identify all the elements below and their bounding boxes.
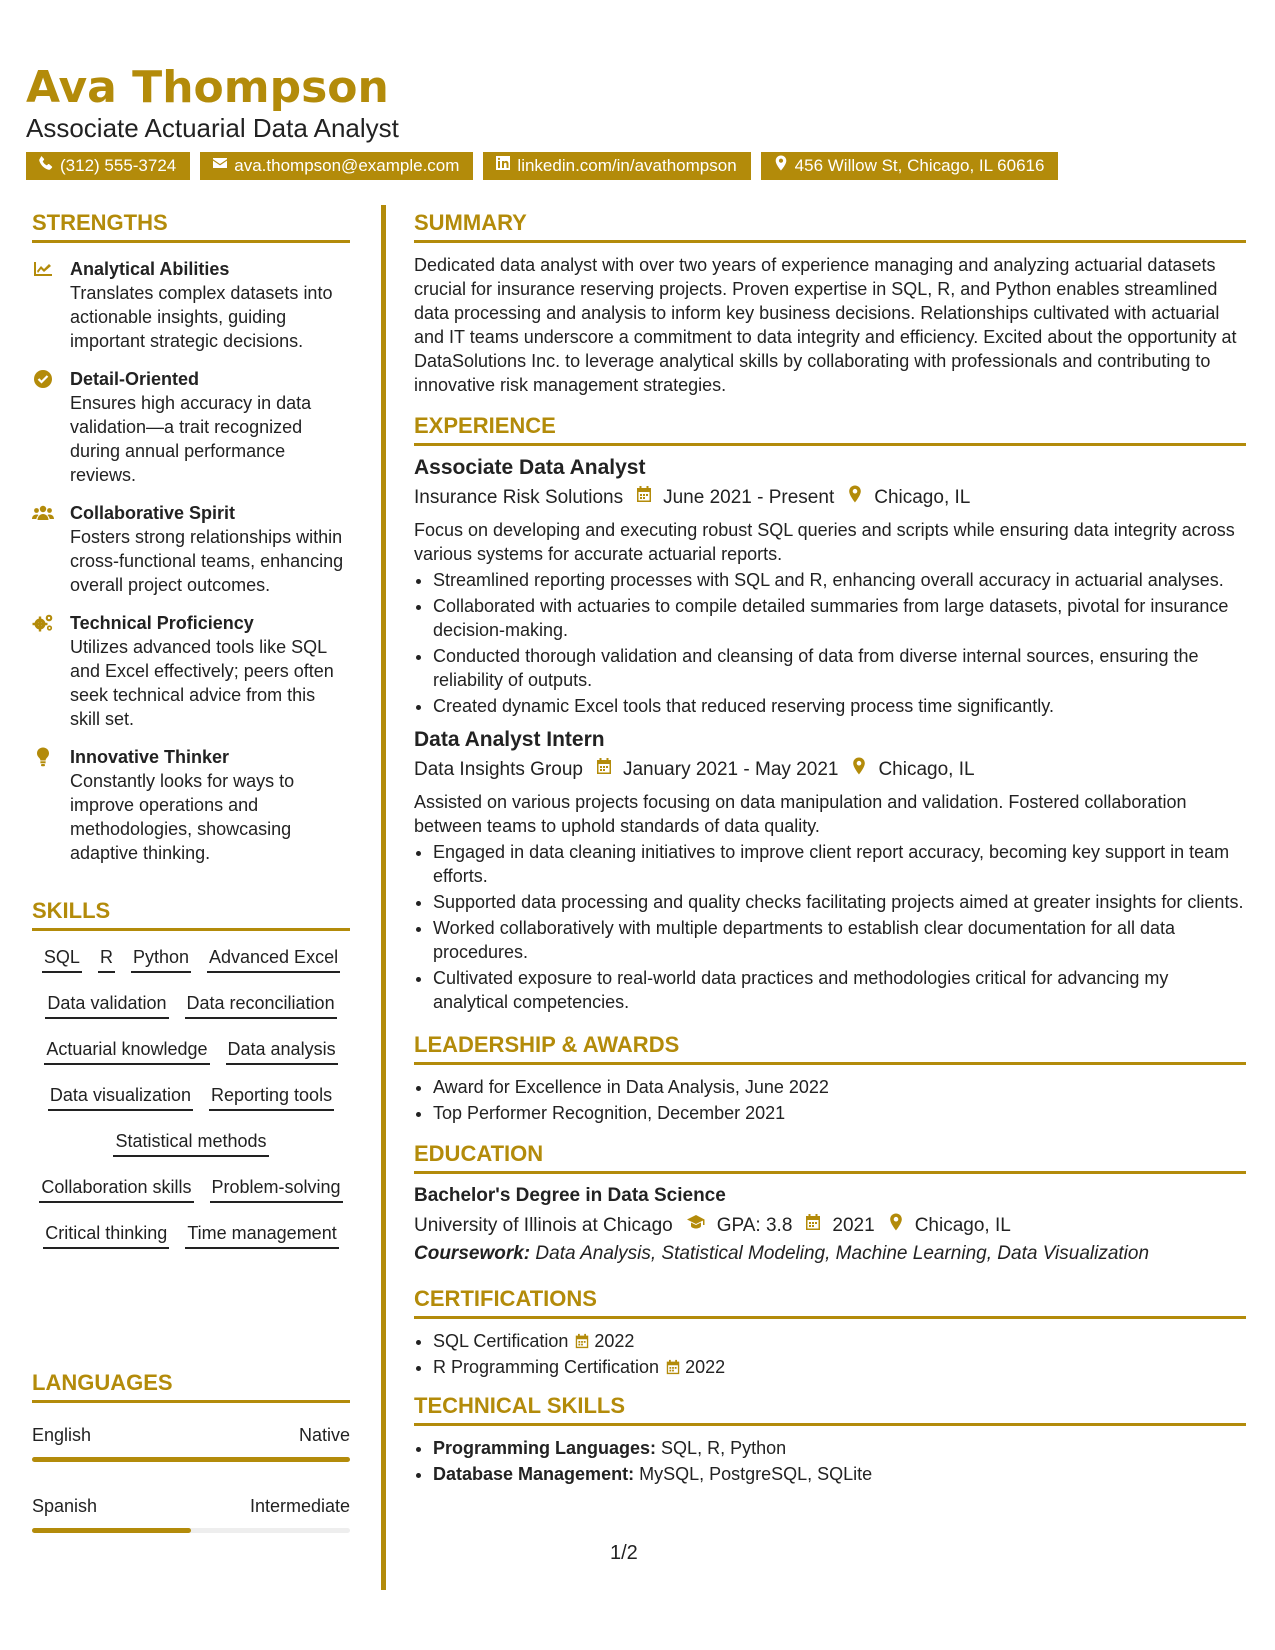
certification-item	[433, 1355, 1246, 1379]
skill-tag: Data analysis	[226, 1037, 338, 1065]
skill-tag: R	[98, 945, 115, 973]
strength-item	[32, 745, 350, 865]
language-item	[32, 1494, 350, 1533]
job-entry	[414, 726, 1246, 1014]
job-location: Chicago, IL	[878, 759, 975, 780]
job-summary: Focus on developing and executing robust SQL queries and scripts while ensuring data integrity across various systems for accurate actuarial reports.	[414, 520, 1235, 564]
strength-item	[32, 611, 350, 731]
graduation-cap-icon	[673, 1212, 717, 1240]
coursework-text: Data Analysis, Statistical Modeling, Machine Learning, Data Visualization	[535, 1243, 1150, 1264]
skill-tag: Data validation	[45, 991, 168, 1019]
coursework	[414, 1242, 1246, 1266]
certification-name: R Programming Certification	[433, 1357, 660, 1377]
location-icon	[875, 1212, 915, 1240]
strength-title: Technical Proficiency	[70, 613, 254, 633]
lightbulb-icon	[32, 747, 54, 767]
job-bullet: • Engaged in data cleaning initiatives to improve client report accuracy, becoming key support in team efforts.	[433, 840, 1246, 888]
languages-section	[32, 1368, 350, 1533]
technical-skill-value: MySQL, PostgreSQL, SQLite	[639, 1464, 873, 1484]
right-column	[414, 208, 1246, 1488]
coursework-label: Coursework:	[414, 1243, 531, 1264]
summary-heading: SUMMARY	[414, 208, 1246, 243]
education-year: 2021	[832, 1215, 875, 1236]
skill-tag: Reporting tools	[209, 1083, 334, 1111]
technical-skill-label: Database Management:	[433, 1464, 635, 1484]
skill-tag: Data visualization	[48, 1083, 193, 1111]
languages-heading: LANGUAGES	[32, 1368, 350, 1403]
users-icon	[32, 503, 54, 523]
strength-title: Collaborative Spirit	[70, 503, 236, 523]
job-role: Associate Data Analyst	[414, 456, 646, 479]
skill-tag: Actuarial knowledge	[44, 1037, 209, 1065]
skill-tag: Statistical methods	[113, 1129, 268, 1157]
linkedin-icon	[495, 152, 511, 180]
job-role: Data Analyst Intern	[414, 728, 605, 751]
experience-heading: EXPERIENCE	[414, 411, 1246, 446]
job-location: Chicago, IL	[874, 487, 971, 508]
education-degree: Bachelor's Degree in Data Science	[414, 1185, 726, 1206]
job-bullet: • Streamlined reporting processes with SQL and R, enhancing overall accuracy in actuarial analyses.	[433, 568, 1246, 592]
job-bullets	[414, 568, 1246, 718]
technical-skill-label: Programming Languages:	[433, 1438, 657, 1458]
contact-linkedin-text: linkedin.com/in/avathompson	[517, 156, 737, 175]
strength-desc: Fosters strong relationships within cross-functional teams, enhancing overall project outcomes.	[70, 527, 344, 595]
technical-skills-list	[414, 1436, 1246, 1486]
contact-phone[interactable]	[26, 152, 190, 180]
job-dates: January 2021 - May 2021	[622, 759, 839, 780]
strength-item	[32, 257, 350, 353]
language-name: Spanish	[32, 1496, 98, 1516]
contact-bar	[26, 152, 1058, 180]
skills-section	[32, 896, 350, 1249]
technical-skills-heading: TECHNICAL SKILLS	[414, 1391, 1246, 1426]
strength-title: Detail-Oriented	[70, 369, 200, 389]
skills-list	[32, 945, 350, 1249]
chart-line-icon	[32, 259, 54, 279]
contact-address-text: 456 Willow St, Chicago, IL 60616	[794, 156, 1045, 175]
location-icon	[773, 152, 789, 180]
calendar-icon	[583, 756, 623, 784]
job-bullet: • Worked collaboratively with multiple departments to establish clear documentation for all data procedures.	[433, 916, 1246, 964]
contact-email[interactable]	[200, 152, 473, 180]
contact-email-text: ava.thompson@example.com	[234, 156, 460, 175]
certifications-heading: CERTIFICATIONS	[414, 1284, 1246, 1319]
strength-title: Innovative Thinker	[70, 747, 230, 767]
job-bullets	[414, 840, 1246, 1014]
job-bullet: • Cultivated exposure to real-world data practices and methodologies critical for advancing my analytical competencies.	[433, 966, 1246, 1014]
job-dates: June 2021 - Present	[663, 487, 835, 508]
column-divider	[381, 205, 386, 1590]
award-item: • Award for Excellence in Data Analysis, June 2022	[433, 1075, 1246, 1099]
job-title: Associate Actuarial Data Analyst	[26, 113, 399, 143]
job-summary: Assisted on various projects focusing on data manipulation and validation. Fostered collaboration between teams to uphold standards of data quality.	[414, 792, 1187, 836]
language-level: Intermediate	[249, 1496, 350, 1516]
skill-tag: Critical thinking	[43, 1221, 169, 1249]
technical-skill-value: SQL, R, Python	[661, 1438, 787, 1458]
skill-tag: Time management	[185, 1221, 338, 1249]
envelope-icon	[212, 152, 228, 180]
job-company: Insurance Risk Solutions	[414, 487, 624, 508]
job-bullet: • Created dynamic Excel tools that reduced reserving process time significantly.	[433, 694, 1246, 718]
summary-text: Dedicated data analyst with over two years of experience managing and analyzing actuarial datasets crucial for insurance reserving projects. Proven expertise in SQL, R, and Python enables streamlined data processing and analysis to inform key business decisions. Relationships cultivated with actuarial and IT teams underscore a commitment to data integrity and efficiency. Excited about the opportunity at DataSolutions Inc. to leverage analytical skills by collaborating with professionals and contributing to innovative risk management strategies.	[414, 255, 1237, 395]
strength-desc: Constantly looks for ways to improve operations and methodologies, showcasing adaptive thinking.	[70, 771, 295, 863]
technical-skill-item	[433, 1462, 1246, 1486]
skill-tag: Python	[131, 945, 191, 973]
skill-tag: Problem-solving	[210, 1175, 343, 1203]
strength-desc: Ensures high accuracy in data validation—a trait recognized during annual performance reviews.	[70, 393, 312, 485]
page-number: 1/2	[610, 1542, 638, 1564]
certification-year: 2022	[594, 1331, 635, 1351]
cogs-icon	[32, 613, 54, 633]
language-proficiency-bar	[32, 1528, 350, 1533]
certifications-list	[414, 1329, 1246, 1379]
skill-tag: Advanced Excel	[207, 945, 340, 973]
calendar-icon	[568, 1331, 594, 1351]
certification-item	[433, 1329, 1246, 1353]
awards-list	[414, 1075, 1246, 1125]
job-bullet: • Supported data processing and quality checks facilitating projects aimed at greater insights for clients.	[433, 890, 1246, 914]
award-item: • Top Performer Recognition, December 2021	[433, 1101, 1246, 1125]
location-icon	[838, 756, 878, 784]
language-proficiency-fill	[32, 1528, 191, 1533]
education-location: Chicago, IL	[914, 1215, 1011, 1236]
language-proficiency-bar	[32, 1457, 350, 1462]
language-proficiency-fill	[32, 1457, 350, 1462]
job-bullet: • Conducted thorough validation and cleansing of data from diverse internal sources, ensuring the reliability of outputs.	[433, 644, 1246, 692]
language-level: Native	[298, 1425, 350, 1445]
language-item	[32, 1423, 350, 1462]
calendar-icon	[659, 1357, 685, 1377]
job-entry	[414, 454, 1246, 718]
location-icon	[834, 484, 874, 512]
technical-skill-item	[433, 1436, 1246, 1460]
job-company: Data Insights Group	[414, 759, 583, 780]
skills-heading: SKILLS	[32, 896, 350, 931]
phone-icon	[38, 152, 54, 180]
strengths-heading: STRENGTHS	[32, 208, 350, 243]
skill-tag: Data reconciliation	[185, 991, 337, 1019]
skill-tag: SQL	[42, 945, 82, 973]
contact-linkedin[interactable]	[483, 152, 750, 180]
check-circle-icon	[32, 369, 54, 389]
education-gpa: GPA: 3.8	[716, 1215, 793, 1236]
contact-address	[761, 152, 1059, 180]
strength-title: Analytical Abilities	[70, 259, 230, 279]
certification-name: SQL Certification	[433, 1331, 569, 1351]
contact-phone-text: (312) 555-3724	[60, 156, 177, 175]
strength-desc: Utilizes advanced tools like SQL and Excel effectively; peers often seek technical advice from this skill set.	[70, 637, 334, 729]
strength-item	[32, 367, 350, 487]
language-name: English	[32, 1425, 92, 1445]
strength-desc: Translates complex datasets into actionable insights, guiding important strategic decisions.	[70, 283, 333, 351]
certification-year: 2022	[685, 1357, 726, 1377]
calendar-icon	[623, 484, 663, 512]
job-bullet: • Collaborated with actuaries to compile detailed summaries from large datasets, pivotal for insurance decision-making.	[433, 594, 1246, 642]
awards-heading: LEADERSHIP & AWARDS	[414, 1030, 1246, 1065]
candidate-name: Ava Thompson	[26, 62, 389, 113]
strengths-section	[32, 208, 350, 865]
skill-tag: Collaboration skills	[39, 1175, 193, 1203]
education-school: University of Illinois at Chicago	[414, 1215, 673, 1236]
strength-item	[32, 501, 350, 597]
calendar-icon	[792, 1212, 832, 1240]
education-heading: EDUCATION	[414, 1139, 1246, 1174]
